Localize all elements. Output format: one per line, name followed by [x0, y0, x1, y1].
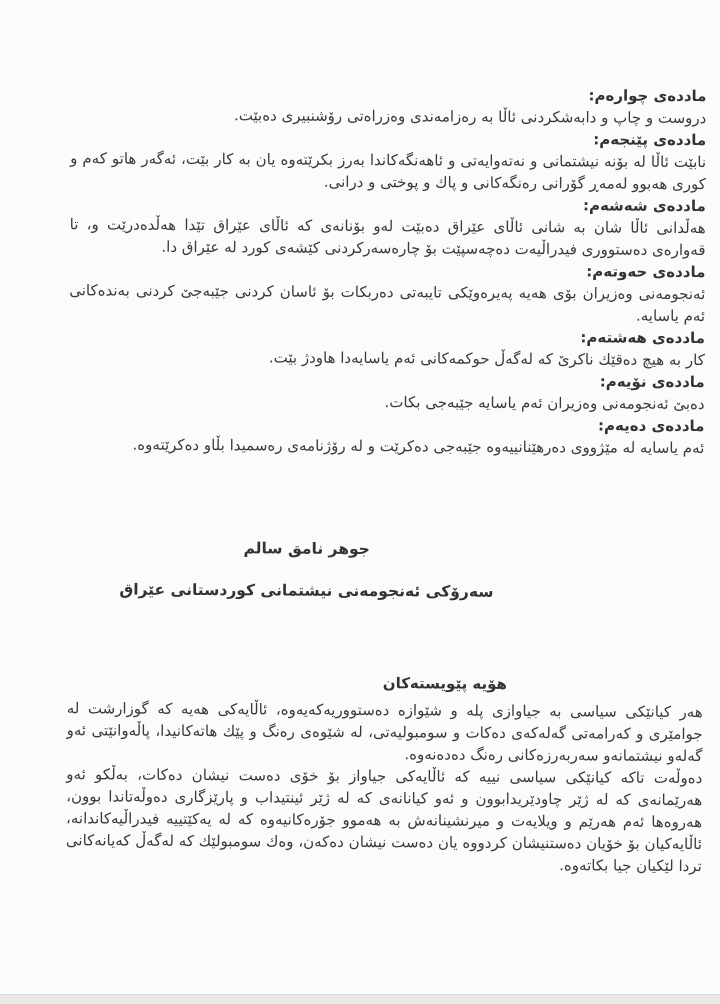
reasons-paragraph: ھەر کیانێکی سیاسی بە جیاوازی پلە و شێوازە دەستووریەکەیەوە، ئاڵایەکی ھەیە کە گوزارشت لە جوامێری و کەرامەتی گەلەکەی دەکات و سومبولیەتی، لە شێوەی رەنگ و پێك ھاتەکانیدا، پاڵەوانێتی ئەو گەلەو نیشتمانەو سەربەرزەکانی رەنگ دەدەنەوە.	[66, 699, 703, 766]
article-heading: ماددەی دەیەم:	[597, 416, 705, 436]
article-10	[68, 411, 704, 459]
signature-block	[106, 536, 506, 602]
article-9	[69, 367, 705, 415]
article-body: ھەڵدانی ئاڵا شان بە شانی ئاڵای عێراق دەبێت لەو بۆنانەی کە ئاڵای عێراق تێدا ھەڵدەدرێت و، تا قەوارەی دەستووری فیدراڵیەت دەچەسپێت بۆ چارەسەرکردنی کێشەی کورد لە عێراق دا.	[69, 215, 706, 260]
article-5	[70, 125, 706, 195]
article-heading: ماددەی نۆیەم:	[599, 372, 705, 392]
reasons-section	[66, 670, 703, 877]
article-body: نابێت ئاڵا لە بۆنە نیشتمانی و نەتەوایەتی و ئاھەنگەکاندا بەرز بکرێتەوە یان بە کار بێت، ئەگەر ھاتو کەم و کوری ھەبوو لەمەڕ گۆرانی رەنگەکانی و پاك و پوختی و درانی.	[70, 149, 707, 194]
article-body: دروست و چاپ و دابەشکردنی ئاڵا بە رەزامەندی وەزراەتی رۆشنبیری دەبێت.	[233, 106, 707, 128]
law-articles-section	[68, 81, 706, 459]
article-heading: ماددەی ھەشتەم:	[580, 328, 706, 348]
article-body: ئەم یاسایە لە مێژووی دەرھێنانییەوە جێبەجی دەکرێت و لە رۆژنامەی رەسمیدا بڵاو دەکرێتەوە.	[132, 435, 705, 458]
page-bottom-edge	[0, 994, 720, 1004]
signatory-name: جوھر نامق سالم	[243, 539, 370, 559]
article-body: ئەنجومەنی وەزیران بۆی ھەیە پەیرەوێکی تایبەتی دەربکات بۆ ئاسان کردنی جێبەجێ کردنی بەندەکانی ئەم یاسایە.	[69, 281, 706, 326]
article-heading: ماددەی حەوتەم:	[586, 262, 706, 282]
reasons-heading: ھۆیە پێویستەکان	[382, 674, 508, 693]
article-body: کار بە ھیچ دەقێك ناکرێ کە لەگەڵ حوکمەکانی ئەم یاسایەدا ھاودژ بێت.	[268, 348, 705, 370]
article-heading: ماددەی پێنجەم:	[593, 130, 707, 150]
signatory-title: سەرۆکی ئەنجومەنی نیشتمانی کوردستانی عێراق	[119, 580, 494, 601]
article-heading: ماددەی شەشەم:	[582, 196, 706, 216]
article-6	[69, 191, 705, 261]
reasons-paragraph: دەوڵەت تاکە کیانێکی سیاسی نییە کە ئاڵایەکی جیاواز بۆ خۆی دەست نیشان دەکات، بەڵکو ئەو ھەرێمانەی کە لە ژێر چاودێریدابوون و ئەو کیانانەی کە لە ژێر ئینتیداب و پارێزگاری دەوڵەتاندا بوون، ھەروەھا ئەم ھەرێم و ویلایەت و میرنشینانەش بە ھەموو جۆرەکانیەوە کە لە یەکێتییە فیدراڵیەکاندانە، ئاڵایەکیان بۆ خۆیان دەستنیشان کردووە یان دەست نیشان دەکەن، وەك سومبولێك کە لەگەڵ کەیانەکانی تردا لێکیان جیا بکاتەوە.	[65, 765, 703, 876]
article-7	[69, 257, 705, 327]
article-body: دەبێ ئەنجومەنی وەزیران ئەم یاسایە جێبەجی بکات.	[384, 393, 705, 414]
article-heading: ماددەی چوارەم:	[588, 86, 707, 106]
article-8	[69, 323, 705, 371]
article-4	[70, 81, 706, 129]
